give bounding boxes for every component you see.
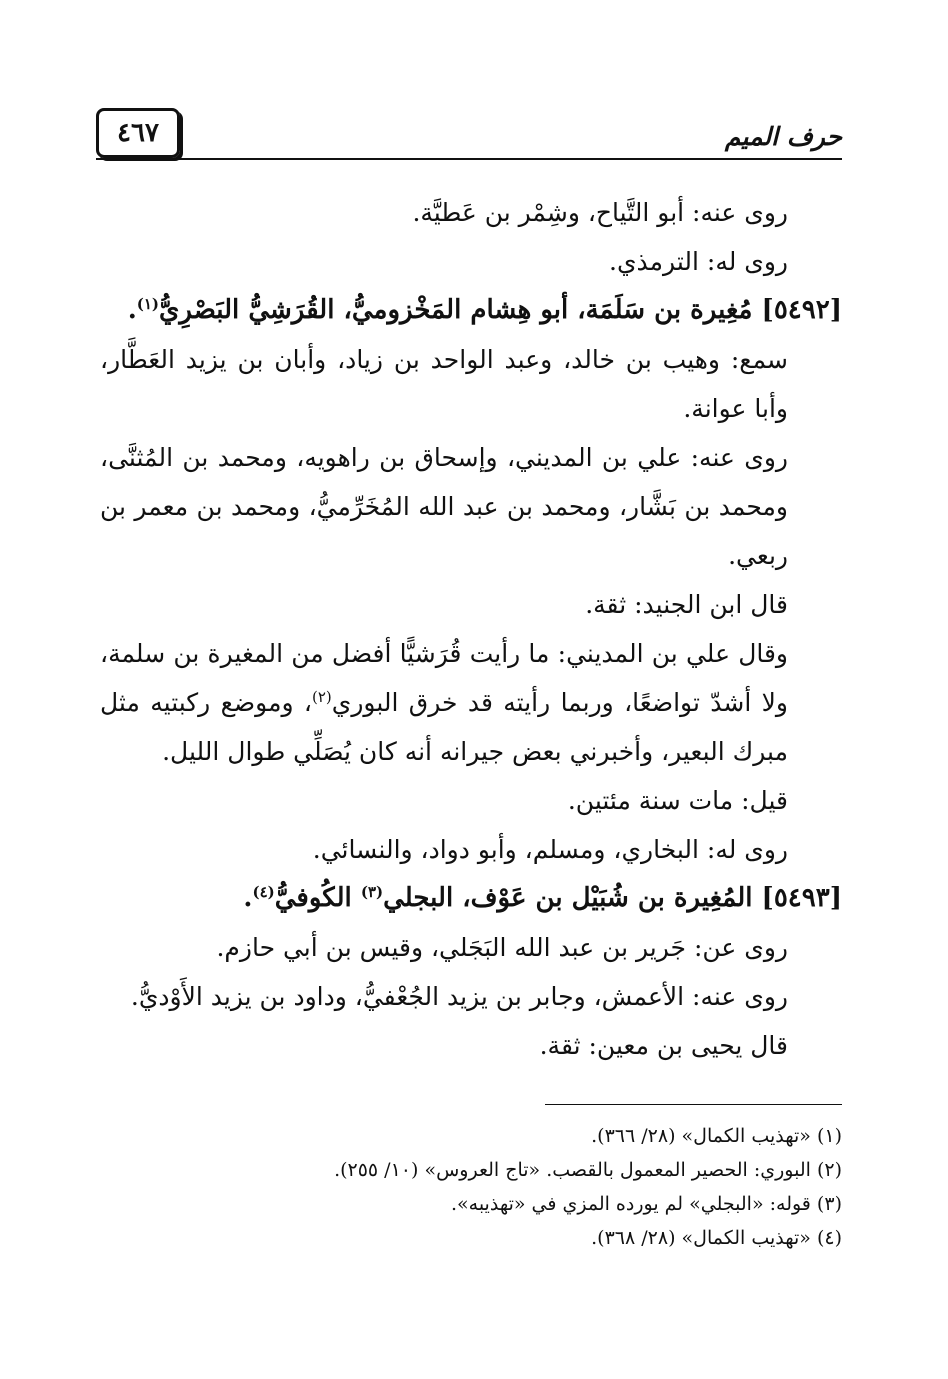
footnote-1: (١) «تهذيب الكمال» (٢٨/ ٣٦٦).	[591, 1125, 842, 1147]
paragraph-text: روى له: الترمذي.	[609, 247, 788, 276]
footnote-2: (٢) البوري: الحصير المعمول بالقصب. «تاج العروس» (١٠/ ٢٥٥).	[334, 1159, 842, 1181]
footnote-4: (٤) «تهذيب الكمال» (٢٨/ ٣٦٨).	[591, 1227, 842, 1249]
header-rule	[96, 158, 842, 160]
paragraph-text: قيل: مات سنة مئتين.	[567, 786, 788, 815]
paragraph-text: قال يحيى بن معين: ثقة.	[539, 1031, 788, 1060]
paragraph-text: روى عن: جَرير بن عبد الله البَجَلي، وقيس بن أبي حازم.	[216, 933, 788, 962]
death-line	[100, 776, 842, 825]
chapter-title: حرف الميم	[724, 122, 842, 151]
footnote-3: (٣) قوله: «البجلي» لم يورده المزي في «تهذيبه».	[450, 1193, 842, 1215]
footnote-ref[interactable]: (٢)	[311, 688, 332, 706]
footnote-ref[interactable]: (١)	[136, 295, 160, 313]
footnote-ref[interactable]: (٤)	[252, 883, 275, 901]
footnotes	[100, 1119, 842, 1255]
footnote-ref[interactable]: (٣)	[360, 883, 384, 901]
paragraph-text: ، وموضع ركبتيه مثل مبرك البعير، وأخبرني بعض جيرانه أنه كان يُصَلِّي طوال الليل.	[100, 688, 788, 766]
paragraph-text: روى عنه: علي بن المديني، وإسحاق بن راهويه، ومحمد بن المُثنَّى، ومحمد بن بَشَّار، ومحمد بن عبد الله المُخَرِّميُّ، ومحمد بن معمر بن ربعي.	[100, 443, 788, 570]
paragraph-text: وقال علي بن المديني: ما رأيت قُرَشيًّا أفضل من المغيرة بن سلمة، ولا أشدّ تواضعًا، وربما رأيته قد خرق البوري	[100, 639, 788, 717]
narrators-line	[100, 972, 842, 1021]
narrated-from-line	[100, 923, 842, 972]
ibn-junaid-line	[100, 580, 842, 629]
entry-heading-5493	[100, 874, 842, 923]
paragraph-text: سمع: وهيب بن خالد، وعبد الواحد بن زياد، وأبان بن يزيد العَطَّار، وأبا عوانة.	[100, 345, 788, 423]
ali-madini-paragraph	[100, 629, 842, 776]
footnote-rule	[545, 1104, 842, 1105]
ibn-maeen-line	[100, 1021, 842, 1070]
paragraph-text: روى عنه: أبو التَّياح، وشِمْر بن عَطيَّة.	[412, 198, 788, 227]
paragraph-text: قال ابن الجنيد: ثقة.	[585, 590, 788, 619]
heading-text: [٥٤٩٢] مُغِيرة بن سَلَمَة، أبو هِشام المَخْزوميُّ، القُرَشِيُّ البَصْرِيُّ	[159, 295, 842, 325]
paragraph-text: روى له: البخاري، ومسلم، وأبو دواد، والنسائي.	[312, 835, 788, 864]
heard-from-paragraph	[100, 335, 842, 433]
narrators-paragraph	[100, 433, 842, 580]
entry-heading-5492	[100, 286, 842, 335]
heading-end: .	[243, 883, 253, 913]
heading-text: الكُوفيُّ	[274, 883, 361, 913]
narrated-by-line	[100, 825, 842, 874]
heading-text: [٥٤٩٣] المُغِيرة بن شُبَيْل بن عَوْف، البجلي	[383, 883, 842, 913]
page-number: ٤٦٧	[96, 108, 180, 158]
narrated-by-line	[100, 237, 842, 286]
paragraph-text: روى عنه: الأعمش، وجابر بن يزيد الجُعْفيُّ، وداود بن يزيد الأَوْديُّ.	[130, 982, 788, 1011]
narrators-from-line	[100, 188, 842, 237]
body-text	[100, 188, 842, 1070]
heading-end: .	[127, 295, 137, 325]
